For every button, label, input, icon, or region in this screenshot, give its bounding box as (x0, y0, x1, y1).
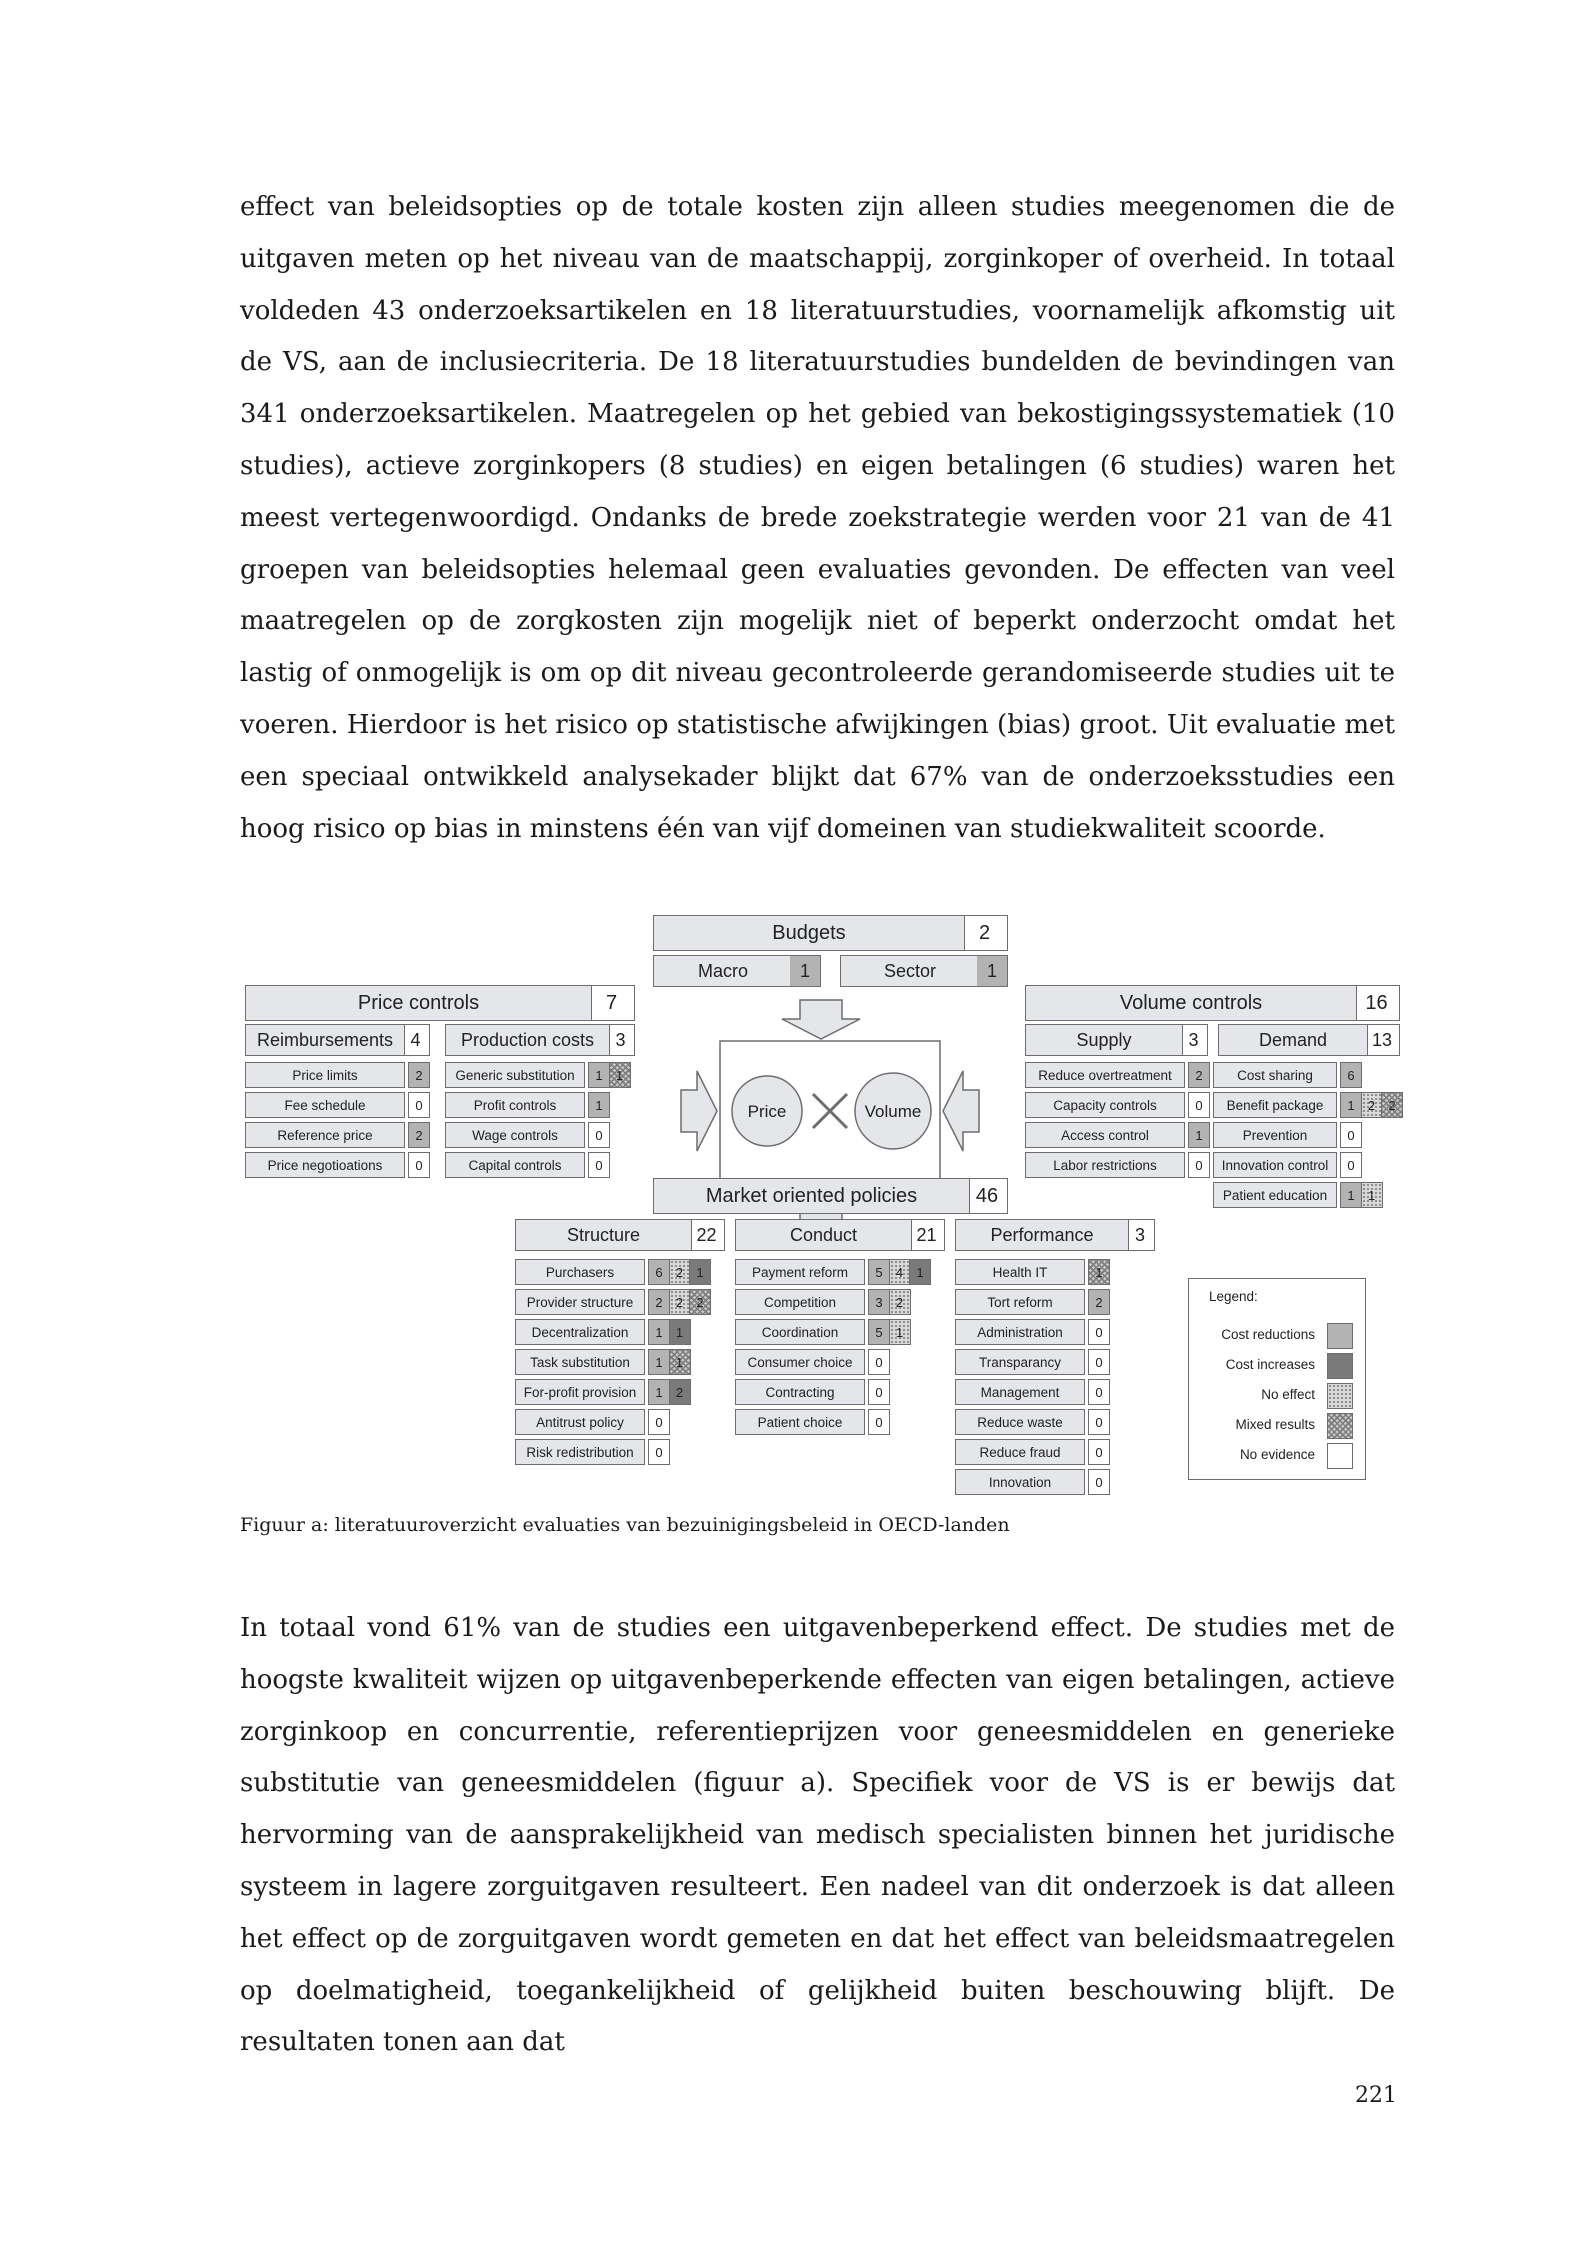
item-cells (1088, 1409, 1110, 1435)
item-label: Innovation control (1213, 1152, 1337, 1178)
item-label: Price negotioations (245, 1152, 405, 1178)
evidence-cell: 1 (648, 1349, 670, 1375)
legend-swatch (1327, 1443, 1353, 1469)
item-cells (1188, 1152, 1210, 1178)
evidence-cell: 2 (1361, 1092, 1383, 1118)
evidence-cell: 2 (669, 1259, 691, 1285)
evidence-cell: 1 (588, 1092, 610, 1118)
evidence-cell: 2 (1088, 1289, 1110, 1315)
body-paragraph-1: effect van beleidsopties op de totale kosten zijn alleen studies meegenomen die de uitgaven meten op het niveau van de maatschappij, zorginkoper of overheid. In totaal voldeden 43 onderzoeksartikelen en 18 literatuurstudies, voornamelijk afkomstig uit de VS, aan de inclusiecriteria. De 18 literatuurstudies bundelden de bevindingen van 341 onderzoeksartikelen. Maatregelen op het gebied van bekostigingssystematiek (10 studies), actieve zorginkopers (8 studies) en eigen betalingen (6 studies) waren het meest vertegenwoordigd. Ondanks de brede zoekstrategie werden voor 21 van de 41 groepen van beleidsopties helemaal geen evaluaties gevonden. De effecten van veel maatregelen op de zorgkosten zijn mogelijk niet of beperkt onderzocht omdat het lastig of onmogelijk is om op dit niveau gecontroleerde gerandomiseerde studies uit te voeren. Hierdoor is het risico op statistische afwijkingen (bias) groot. Uit evaluatie met een speciaal ontwikkeld analysekader blijkt dat 67% van de onderzoeksstudies een hoog risico op bias in minstens één van vijf domeinen van studiekwaliteit scoorde. (240, 192, 1395, 844)
evidence-cell: 0 (1188, 1152, 1210, 1178)
item-label: Cost sharing (1213, 1062, 1337, 1088)
item-label: For-profit provision (515, 1379, 645, 1405)
item-label: Antitrust policy (515, 1409, 645, 1435)
budgets-label: Budgets (654, 916, 965, 950)
item-label: Payment reform (735, 1259, 865, 1285)
conduct-box (735, 1219, 945, 1251)
volume-controls-count: 16 (1365, 991, 1388, 1014)
volume-controls-header (1025, 985, 1400, 1021)
price-controls-header (245, 985, 635, 1021)
item-cells (648, 1319, 691, 1345)
production-costs-box (445, 1024, 635, 1056)
evidence-cell: 0 (868, 1409, 890, 1435)
item-cells (1188, 1122, 1210, 1148)
evidence-cell: 0 (1088, 1349, 1110, 1375)
body-paragraph-2: In totaal vond 61% van de studies een uitgavenbeperkend effect. De studies met de hoogste kwaliteit wijzen op uitgavenbeperkende effecten van eigen betalingen, actieve zorginkoop en concurrentie, referentieprijzen voor geneesmiddelen en generieke substitutie van geneesmiddelen (figuur a). Specifiek voor de VS is er bewijs dat hervorming van de aansprakelijkheid van medisch specialisten binnen het juridische systeem in lagere zorguitgaven resulteert. Een nadeel van dit onderzoek is dat alleen het effect op de zorguitgaven wordt gemeten en dat het effect van beleidsmaatregelen op doelmatigheid, toegankelijkheid of gelijkheid buiten beschouwing blijft. De resultaten tonen aan dat (240, 1613, 1395, 2058)
demand-box (1218, 1024, 1400, 1056)
item-cells (648, 1409, 670, 1435)
evidence-cell: 2 (689, 1289, 711, 1315)
evidence-cell: 1 (588, 1062, 610, 1088)
evidence-cell: 1 (648, 1319, 670, 1345)
item-label: Reduce overtreatment (1025, 1062, 1185, 1088)
item-cells (1340, 1122, 1362, 1148)
item-cells (408, 1122, 430, 1148)
evidence-cell: 0 (1088, 1319, 1110, 1345)
market-policies-count: 46 (975, 1184, 999, 1207)
item-cells (408, 1092, 430, 1118)
item-label: Coordination (735, 1319, 865, 1345)
item-label: Transparancy (955, 1349, 1085, 1375)
volume-text: Volume (864, 1102, 922, 1121)
item-label: Tort reform (955, 1289, 1085, 1315)
evidence-cell: 0 (1340, 1122, 1362, 1148)
evidence-cell: 0 (588, 1152, 610, 1178)
item-label: Price limits (245, 1062, 405, 1088)
evidence-cell: 1 (609, 1062, 631, 1088)
item-label: Fee schedule (245, 1092, 405, 1118)
evidence-cell: 2 (889, 1289, 911, 1315)
item-label: Administration (955, 1319, 1085, 1345)
item-cells (868, 1409, 890, 1435)
item-cells (648, 1349, 691, 1375)
evidence-cell: 0 (1088, 1469, 1110, 1495)
evidence-cell: 1 (1088, 1259, 1110, 1285)
evidence-cell: 1 (909, 1259, 931, 1285)
market-policies-label: Market oriented policies (654, 1179, 970, 1213)
evidence-cell: 1 (1340, 1182, 1362, 1208)
item-cells (868, 1319, 911, 1345)
reimbursements-label: Reimbursements (246, 1025, 405, 1055)
sector-count: 1 (977, 956, 1007, 986)
figure-caption: Figuur a: literatuuroverzicht evaluaties van bezuinigingsbeleid in OECD-landen (240, 1514, 1010, 1536)
evidence-cell: 1 (689, 1259, 711, 1285)
item-label: Contracting (735, 1379, 865, 1405)
legend (1188, 1278, 1366, 1480)
performance-box (955, 1219, 1155, 1251)
item-label: Management (955, 1379, 1085, 1405)
evidence-cell: 0 (1088, 1379, 1110, 1405)
legend-swatch (1327, 1353, 1353, 1379)
evidence-cell: 2 (648, 1289, 670, 1315)
item-cells (1188, 1092, 1210, 1118)
evidence-cell: 1 (669, 1319, 691, 1345)
item-cells (1088, 1259, 1110, 1285)
evidence-cell: 6 (1340, 1062, 1362, 1088)
evidence-cell: 2 (1188, 1062, 1210, 1088)
legend-label: No effect (1261, 1387, 1315, 1402)
evidence-cell: 2 (669, 1379, 691, 1405)
item-cells (1340, 1092, 1403, 1118)
structure-count: 22 (696, 1224, 717, 1245)
evidence-cell: 0 (648, 1409, 670, 1435)
item-label: Labor restrictions (1025, 1152, 1185, 1178)
legend-swatch (1327, 1413, 1353, 1439)
page-number: 221 (1355, 2083, 1397, 2108)
arrow-down-icon (782, 1000, 860, 1039)
legend-swatch (1327, 1323, 1353, 1349)
evidence-cell: 0 (1340, 1152, 1362, 1178)
sector-label: Sector (841, 956, 980, 986)
budgets-header (653, 915, 1008, 951)
item-label: Patient education (1213, 1182, 1337, 1208)
conduct-count: 21 (916, 1224, 937, 1245)
item-label: Patient choice (735, 1409, 865, 1435)
item-cells (1088, 1379, 1110, 1405)
figure-policy-overview (240, 910, 1430, 1510)
evidence-cell: 0 (1188, 1092, 1210, 1118)
item-cells (868, 1259, 931, 1285)
evidence-cell: 0 (1088, 1409, 1110, 1435)
legend-row (1189, 1383, 1365, 1409)
item-label: Generic substitution (445, 1062, 585, 1088)
item-label: Reduce waste (955, 1409, 1085, 1435)
evidence-cell: 0 (868, 1379, 890, 1405)
evidence-cell: 3 (868, 1289, 890, 1315)
item-cells (588, 1122, 610, 1148)
item-label: Innovation (955, 1469, 1085, 1495)
item-cells (1088, 1289, 1110, 1315)
price-text: Price (747, 1102, 787, 1121)
structure-label: Structure (516, 1220, 692, 1250)
legend-label: Cost increases (1225, 1357, 1315, 1372)
macro-label: Macro (654, 956, 793, 986)
legend-label: No evidence (1239, 1447, 1315, 1462)
conduct-label: Conduct (736, 1220, 912, 1250)
evidence-cell: 2 (408, 1122, 430, 1148)
item-cells (648, 1439, 670, 1465)
evidence-cell: 4 (889, 1259, 911, 1285)
item-label: Health IT (955, 1259, 1085, 1285)
legend-row (1189, 1353, 1365, 1379)
item-cells (648, 1379, 691, 1405)
evidence-cell: 0 (408, 1152, 430, 1178)
item-cells (588, 1062, 631, 1088)
item-cells (1088, 1319, 1110, 1345)
macro-count: 1 (790, 956, 820, 986)
item-cells (1340, 1152, 1362, 1178)
evidence-cell: 6 (648, 1259, 670, 1285)
item-cells (588, 1092, 610, 1118)
macro-box (653, 955, 821, 987)
evidence-cell: 1 (889, 1319, 911, 1345)
evidence-cell: 0 (648, 1439, 670, 1465)
item-label: Purchasers (515, 1259, 645, 1285)
item-cells (1088, 1349, 1110, 1375)
item-label: Access control (1025, 1122, 1185, 1148)
price-controls-count: 7 (605, 991, 618, 1014)
item-cells (1088, 1439, 1110, 1465)
evidence-cell: 1 (1188, 1122, 1210, 1148)
item-cells (1088, 1469, 1110, 1495)
item-cells (868, 1379, 890, 1405)
legend-label: Cost reductions (1221, 1327, 1315, 1342)
evidence-cell: 2 (1381, 1092, 1403, 1118)
item-cells (1188, 1062, 1210, 1088)
item-cells (648, 1289, 711, 1315)
price-controls-label: Price controls (246, 986, 592, 1020)
item-cells (868, 1289, 911, 1315)
budgets-count: 2 (978, 921, 991, 944)
evidence-cell: 0 (588, 1122, 610, 1148)
item-label: Provider structure (515, 1289, 645, 1315)
item-label: Prevention (1213, 1122, 1337, 1148)
evidence-cell: 1 (669, 1349, 691, 1375)
item-label: Risk redistribution (515, 1439, 645, 1465)
evidence-cell: 0 (408, 1092, 430, 1118)
legend-swatch (1327, 1383, 1353, 1409)
production-costs-label: Production costs (446, 1025, 610, 1055)
item-cells (868, 1349, 890, 1375)
evidence-cell: 5 (868, 1319, 890, 1345)
evidence-cell: 0 (1088, 1439, 1110, 1465)
structure-box (515, 1219, 725, 1251)
supply-count: 3 (1188, 1029, 1199, 1050)
demand-label: Demand (1219, 1025, 1368, 1055)
item-cells (588, 1152, 610, 1178)
item-cells (408, 1152, 430, 1178)
production-costs-count: 3 (615, 1029, 626, 1050)
performance-count: 3 (1134, 1224, 1145, 1245)
item-cells (1340, 1182, 1383, 1208)
evidence-cell: 5 (868, 1259, 890, 1285)
item-label: Competition (735, 1289, 865, 1315)
item-label: Consumer choice (735, 1349, 865, 1375)
item-label: Profit controls (445, 1092, 585, 1118)
evidence-cell: 1 (648, 1379, 670, 1405)
reimbursements-count: 4 (410, 1029, 421, 1050)
legend-row (1189, 1413, 1365, 1439)
volume-controls-label: Volume controls (1026, 986, 1357, 1020)
item-label: Reference price (245, 1122, 405, 1148)
demand-count: 13 (1371, 1029, 1393, 1050)
evidence-cell: 2 (408, 1062, 430, 1088)
legend-label: Mixed results (1235, 1417, 1315, 1432)
supply-box (1025, 1024, 1208, 1056)
arrow-left-icon (943, 1071, 979, 1151)
sector-box (840, 955, 1008, 987)
evidence-cell: 1 (1361, 1182, 1383, 1208)
evidence-cell: 0 (868, 1349, 890, 1375)
item-cells (1340, 1062, 1362, 1088)
item-label: Reduce fraud (955, 1439, 1085, 1465)
legend-title: Legend: (1209, 1289, 1258, 1304)
supply-label: Supply (1026, 1025, 1183, 1055)
market-policies-header (653, 1178, 1008, 1214)
legend-row (1189, 1443, 1365, 1469)
item-label: Wage controls (445, 1122, 585, 1148)
performance-label: Performance (956, 1220, 1129, 1250)
item-label: Decentralization (515, 1319, 645, 1345)
evidence-cell: 2 (669, 1289, 691, 1315)
item-cells (408, 1062, 430, 1088)
legend-row (1189, 1323, 1365, 1349)
item-label: Capital controls (445, 1152, 585, 1178)
reimbursements-box (245, 1024, 430, 1056)
item-cells (648, 1259, 711, 1285)
arrow-right-icon (681, 1071, 717, 1151)
item-label: Capacity controls (1025, 1092, 1185, 1118)
evidence-cell: 1 (1340, 1092, 1362, 1118)
item-label: Benefit package (1213, 1092, 1337, 1118)
item-label: Task substitution (515, 1349, 645, 1375)
